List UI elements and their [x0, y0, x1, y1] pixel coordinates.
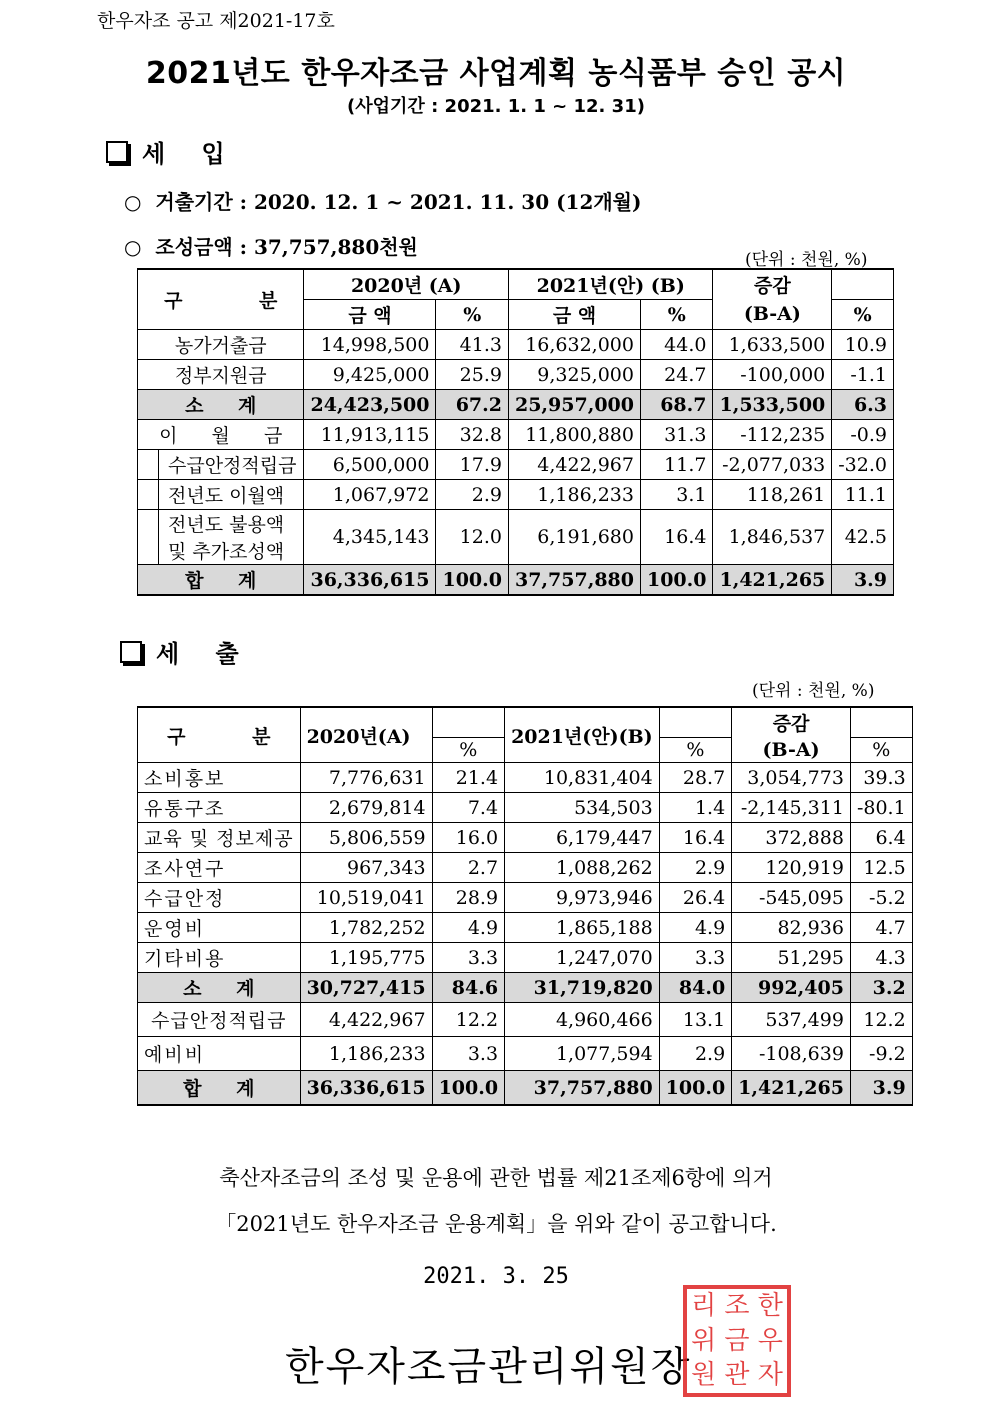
expense-col-change: 증감	[732, 707, 851, 738]
value-b: 6,179,447	[505, 823, 660, 853]
expense-col-change-sub: (B-A)	[732, 738, 851, 763]
announcement-date: 2021. 3. 25	[423, 1264, 569, 1289]
row-label: 예비비	[138, 1037, 301, 1071]
value-a: 4,345,143	[304, 510, 436, 565]
income-col-amount-2021: 금 액	[508, 300, 640, 330]
expense-col-category: 구 분	[138, 707, 301, 763]
value-bp: 100.0	[640, 565, 713, 596]
table-row	[138, 853, 913, 883]
value-c: 1,633,500	[713, 330, 832, 360]
value-cp: 4.3	[850, 943, 912, 973]
seal-glyph: 조	[724, 1291, 750, 1321]
value-bp: 68.7	[640, 390, 713, 420]
row-label: 합 계	[138, 565, 304, 596]
value-a: 1,067,972	[304, 480, 436, 510]
value-a: 11,913,115	[304, 420, 436, 450]
value-bp: 24.7	[640, 360, 713, 390]
page-title: 2021년도 한우자조금 사업계획 농식품부 승인 공시	[145, 56, 847, 91]
row-label-line: 전년도 불용액	[168, 514, 285, 536]
seal-glyph: 자	[757, 1360, 783, 1391]
income-col-change: 증감	[713, 269, 832, 300]
row-label: 유통구조	[138, 793, 301, 823]
value-cp: -80.1	[850, 793, 912, 823]
value-a: 10,519,041	[300, 883, 432, 913]
indent-divider	[158, 510, 159, 564]
value-b: 534,503	[505, 793, 660, 823]
value-a: 967,343	[300, 853, 432, 883]
signatory: 한우자조금관리위원장	[285, 1344, 692, 1390]
value-bp: 1.4	[659, 793, 732, 823]
row-label: 수급안정적립금	[138, 450, 304, 480]
value-a: 4,422,967	[300, 1003, 432, 1037]
table-row	[138, 420, 894, 450]
seal-glyph: 리	[691, 1291, 717, 1321]
value-c: 118,261	[713, 480, 832, 510]
value-b: 1,077,594	[505, 1037, 660, 1071]
value-ap: 3.3	[432, 1037, 505, 1071]
value-a: 24,423,500	[304, 390, 436, 420]
expense-col-pct-change: %	[850, 738, 912, 763]
seal-glyph: 한	[757, 1291, 783, 1321]
value-bp: 2.9	[659, 1037, 732, 1071]
income-col-change-sub: (B-A)	[713, 300, 832, 330]
income-col-amount-2020: 금 액	[304, 300, 436, 330]
row-label: 교육 및 정보제공	[138, 823, 301, 853]
checkbox-square-icon	[106, 141, 128, 163]
value-c: 82,936	[732, 913, 851, 943]
value-b: 37,757,880	[508, 565, 640, 596]
value-bp: 4.9	[659, 913, 732, 943]
table-row	[138, 913, 913, 943]
value-bp: 3.3	[659, 943, 732, 973]
value-a: 30,727,415	[300, 973, 432, 1003]
income-col-pct-2020: %	[436, 300, 509, 330]
table-row	[138, 1071, 913, 1106]
table-row	[138, 390, 894, 420]
value-bp: 16.4	[659, 823, 732, 853]
value-c: -100,000	[713, 360, 832, 390]
announcement-line: 「2021년도 한우자조금 운용계획」을 위와 같이 공고합니다.	[215, 1212, 777, 1236]
value-a: 36,336,615	[304, 565, 436, 596]
expense-col-2020: 2020년(A)	[300, 707, 432, 763]
row-label: 수급안정적립금	[138, 1003, 301, 1037]
value-bp: 13.1	[659, 1003, 732, 1037]
value-cp: 6.3	[832, 390, 894, 420]
value-a: 2,679,814	[300, 793, 432, 823]
seal-glyph: 우	[757, 1325, 783, 1356]
value-c: 51,295	[732, 943, 851, 973]
table-row	[138, 565, 894, 596]
value-cp: -5.2	[850, 883, 912, 913]
value-cp: 42.5	[832, 510, 894, 565]
table-row	[138, 793, 913, 823]
table-row	[138, 823, 913, 853]
value-c: 992,405	[732, 973, 851, 1003]
value-ap: 32.8	[436, 420, 509, 450]
value-a: 5,806,559	[300, 823, 432, 853]
income-table	[137, 268, 894, 596]
value-b: 37,757,880	[505, 1071, 660, 1106]
value-b: 31,719,820	[505, 973, 660, 1003]
value-a: 36,336,615	[300, 1071, 432, 1106]
seal-glyph: 위	[691, 1325, 717, 1356]
value-cp: 6.4	[850, 823, 912, 853]
value-b: 25,957,000	[508, 390, 640, 420]
value-ap: 3.3	[432, 943, 505, 973]
income-heading-label: 세 입	[142, 140, 239, 168]
value-ap: 12.0	[436, 510, 509, 565]
expense-col-pct-2021: %	[659, 738, 732, 763]
value-b: 10,831,404	[505, 763, 660, 793]
row-label: 농가거출금	[138, 330, 304, 360]
income-col-pct-change: %	[832, 300, 894, 330]
circle-bullet-icon: ○	[124, 190, 142, 214]
value-ap: 25.9	[436, 360, 509, 390]
value-cp: 11.1	[832, 480, 894, 510]
value-bp: 26.4	[659, 883, 732, 913]
value-bp: 44.0	[640, 330, 713, 360]
value-ap: 84.6	[432, 973, 505, 1003]
row-label: 전년도 이월액	[138, 480, 304, 510]
value-cp: 10.9	[832, 330, 894, 360]
indent-divider	[158, 450, 159, 479]
expense-col-2021: 2021년(안)(B)	[505, 707, 660, 763]
row-label: 소비홍보	[138, 763, 301, 793]
value-c: 537,499	[732, 1003, 851, 1037]
table-row	[138, 360, 894, 390]
value-a: 14,998,500	[304, 330, 436, 360]
official-seal-icon	[683, 1285, 791, 1397]
raised-amount	[124, 231, 418, 260]
value-ap: 7.4	[432, 793, 505, 823]
value-ap: 41.3	[436, 330, 509, 360]
value-ap: 100.0	[436, 565, 509, 596]
income-heading	[106, 134, 239, 169]
value-bp: 31.3	[640, 420, 713, 450]
value-b: 1,247,070	[505, 943, 660, 973]
value-ap: 28.9	[432, 883, 505, 913]
value-c: -545,095	[732, 883, 851, 913]
row-label: 소 계	[138, 973, 301, 1003]
value-a: 9,425,000	[304, 360, 436, 390]
row-label-line: 및 추가조성액	[168, 541, 285, 563]
value-c: 1,421,265	[713, 565, 832, 596]
value-bp: 2.9	[659, 853, 732, 883]
value-c: 120,919	[732, 853, 851, 883]
value-b: 11,800,880	[508, 420, 640, 450]
value-c: 3,054,773	[732, 763, 851, 793]
table-row	[138, 973, 913, 1003]
income-col-category: 구 분	[138, 269, 304, 330]
value-c: 1,846,537	[713, 510, 832, 565]
value-c: 372,888	[732, 823, 851, 853]
value-bp: 3.1	[640, 480, 713, 510]
value-a: 1,782,252	[300, 913, 432, 943]
income-unit-note: (단위 : 천원, %)	[745, 250, 868, 270]
row-label: 조사연구	[138, 853, 301, 883]
value-ap: 12.2	[432, 1003, 505, 1037]
expense-col-pct-2020: %	[432, 738, 505, 763]
row-label: 이 월 금	[138, 420, 304, 450]
value-b: 6,191,680	[508, 510, 640, 565]
value-a: 1,186,233	[300, 1037, 432, 1071]
raised-amount-text: 조성금액 : 37,757,880천원	[155, 235, 418, 259]
notice-number: 한우자조 공고 제2021-17호	[97, 10, 335, 32]
value-ap: 67.2	[436, 390, 509, 420]
row-label: 소 계	[138, 390, 304, 420]
value-ap: 2.7	[432, 853, 505, 883]
value-cp: -0.9	[832, 420, 894, 450]
row-label: 운영비	[138, 913, 301, 943]
collection-period-text: 거출기간 : 2020. 12. 1 ~ 2021. 11. 30 (12개월)	[155, 190, 642, 214]
table-row	[138, 480, 894, 510]
value-cp: 3.9	[850, 1071, 912, 1106]
circle-bullet-icon: ○	[124, 235, 142, 259]
table-row	[138, 330, 894, 360]
checkbox-square-icon	[120, 641, 142, 663]
value-ap: 2.9	[436, 480, 509, 510]
income-col-2021: 2021년(안) (B)	[508, 269, 713, 300]
table-row	[138, 1037, 913, 1071]
row-label	[138, 510, 304, 565]
business-period: (사업기간 : 2021. 1. 1 ~ 12. 31)	[347, 96, 645, 117]
value-b: 1,865,188	[505, 913, 660, 943]
value-bp: 100.0	[659, 1071, 732, 1106]
table-row	[138, 1003, 913, 1037]
value-ap: 4.9	[432, 913, 505, 943]
seal-glyph: 원	[691, 1360, 717, 1391]
seal-glyph: 금	[724, 1325, 750, 1356]
value-cp: -32.0	[832, 450, 894, 480]
value-c: -112,235	[713, 420, 832, 450]
value-b: 4,960,466	[505, 1003, 660, 1037]
indent-divider	[158, 480, 159, 509]
table-row	[138, 943, 913, 973]
value-bp: 11.7	[640, 450, 713, 480]
expense-table	[137, 706, 913, 1106]
value-c: -108,639	[732, 1037, 851, 1071]
row-label: 정부지원금	[138, 360, 304, 390]
value-cp: 12.2	[850, 1003, 912, 1037]
value-bp: 84.0	[659, 973, 732, 1003]
value-cp: 3.9	[832, 565, 894, 596]
income-col-pct-2021: %	[640, 300, 713, 330]
value-c: -2,077,033	[713, 450, 832, 480]
value-bp: 28.7	[659, 763, 732, 793]
value-a: 6,500,000	[304, 450, 436, 480]
expense-heading-label: 세 출	[156, 640, 253, 668]
value-b: 9,973,946	[505, 883, 660, 913]
table-row	[138, 763, 913, 793]
value-c: -2,145,311	[732, 793, 851, 823]
value-c: 1,533,500	[713, 390, 832, 420]
table-row	[138, 510, 894, 565]
value-cp: -9.2	[850, 1037, 912, 1071]
value-b: 4,422,967	[508, 450, 640, 480]
expense-heading	[120, 634, 253, 669]
legal-basis-line: 축산자조금의 조성 및 운용에 관한 법률 제21조제6항에 의거	[219, 1166, 773, 1190]
row-label: 기타비용	[138, 943, 301, 973]
value-b: 1,088,262	[505, 853, 660, 883]
row-label: 수급안정	[138, 883, 301, 913]
table-row	[138, 450, 894, 480]
value-ap: 100.0	[432, 1071, 505, 1106]
value-cp: 3.2	[850, 973, 912, 1003]
value-cp: 39.3	[850, 763, 912, 793]
collection-period	[124, 186, 641, 215]
income-col-2020: 2020년 (A)	[304, 269, 509, 300]
value-c: 1,421,265	[732, 1071, 851, 1106]
value-ap: 21.4	[432, 763, 505, 793]
value-cp: 4.7	[850, 913, 912, 943]
value-b: 9,325,000	[508, 360, 640, 390]
table-row	[138, 883, 913, 913]
value-ap: 16.0	[432, 823, 505, 853]
value-b: 1,186,233	[508, 480, 640, 510]
value-cp: 12.5	[850, 853, 912, 883]
value-cp: -1.1	[832, 360, 894, 390]
seal-glyph: 관	[724, 1360, 750, 1391]
expense-unit-note: (단위 : 천원, %)	[752, 681, 875, 701]
value-ap: 17.9	[436, 450, 509, 480]
value-bp: 16.4	[640, 510, 713, 565]
value-b: 16,632,000	[508, 330, 640, 360]
value-a: 7,776,631	[300, 763, 432, 793]
value-a: 1,195,775	[300, 943, 432, 973]
row-label: 합 계	[138, 1071, 301, 1106]
